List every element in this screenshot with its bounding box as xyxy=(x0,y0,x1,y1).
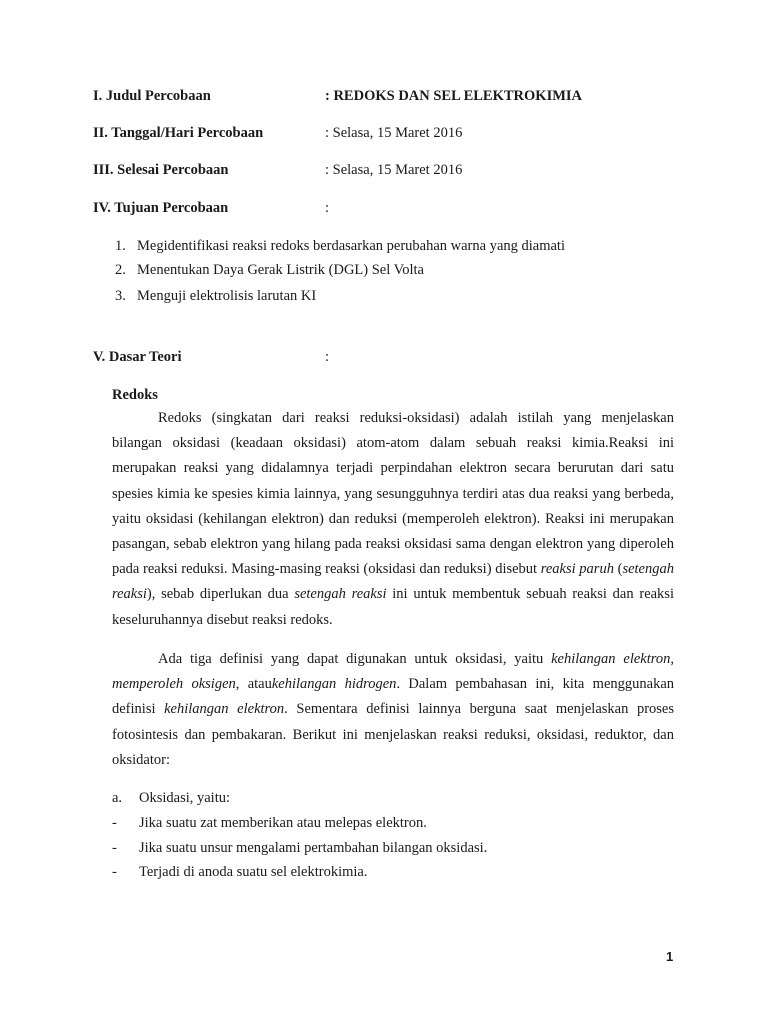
list-marker: - xyxy=(112,840,117,856)
subheading-redoks: Redoks xyxy=(112,387,158,403)
list-text: Terjadi di anoda suatu sel elektrokimia. xyxy=(139,864,368,880)
list-marker: - xyxy=(112,864,117,880)
objective-text: Megidentifikasi reaksi redoks berdasarkan perubahan warna yang diamati xyxy=(137,238,565,254)
section-label: V. Dasar Teori xyxy=(93,349,182,365)
header-value: : Selasa, 15 Maret 2016 xyxy=(325,162,463,178)
page-number: 1 xyxy=(666,949,674,964)
header-label: I. Judul Percobaan xyxy=(93,88,211,104)
list-text: Oksidasi, yaitu: xyxy=(139,790,231,806)
header-value: : xyxy=(325,200,330,216)
list-marker: - xyxy=(112,815,117,831)
objective-text: Menguji elektrolisis larutan KI xyxy=(137,288,317,304)
header-label: II. Tanggal/Hari Percobaan xyxy=(93,125,264,141)
header-label: III. Selesai Percobaan xyxy=(93,162,229,178)
list-marker: a. xyxy=(112,790,123,806)
objective-text: Menentukan Daya Gerak Listrik (DGL) Sel Volta xyxy=(137,262,424,278)
header-label: IV. Tujuan Percobaan xyxy=(93,200,229,216)
objective-number: 3. xyxy=(115,288,126,304)
list-text: Jika suatu unsur mengalami pertambahan bilangan oksidasi. xyxy=(139,840,488,856)
header-value: : Selasa, 15 Maret 2016 xyxy=(325,125,463,141)
paragraph-oxidation-definitions: Ada tiga definisi yang dapat digunakan untuk oksidasi, yaitu kehilangan elektron, memperoleh oksigen, ataukehilangan hidrogen. Dalam pembahasan ini, kita menggunakan definisi kehilangan elektron. Sementara definisi lainnya berguna saat menjelaskan proses fotosintesis dan pembakaran. Berikut ini menjelaskan reaksi reduksi, oksidasi, reduktor, dan oksidator: xyxy=(112,651,674,768)
header-value: : REDOKS DAN SEL ELEKTROKIMIA xyxy=(325,88,583,104)
objective-number: 2. xyxy=(115,262,126,278)
list-text: Jika suatu zat memberikan atau melepas elektron. xyxy=(139,815,427,831)
paragraph-redoks-definition: Redoks (singkatan dari reaksi reduksi-oksidasi) adalah istilah yang menjelaskan bilangan oksidasi (keadaan oksidasi) atom-atom dalam sebuah reaksi kimia.Reaksi ini merupakan reaksi yang didalamnya terjadi perpindahan elektron secara berurutan dari satu spesies kimia ke spesies kimia lainnya, yang sesungguhnya terdiri atas dua reaksi yang berbeda, yaitu oksidasi (kehilangan elektron) dan reduksi (memperoleh elektron). Reaksi ini merupakan pasangan, sebab elektron yang hilang pada reaksi oksidasi sama dengan elektron yang diperoleh pada reaksi reduksi. Masing-masing reaksi (oksidasi dan reduksi) disebut reaksi paruh (setengah reaksi), sebab diperlukan dua setengah reaksi ini untuk membentuk sebuah reaksi dan reaksi keseluruhannya disebut reaksi redoks. xyxy=(112,410,674,628)
section-value: : xyxy=(325,349,330,365)
objective-number: 1. xyxy=(115,238,126,254)
